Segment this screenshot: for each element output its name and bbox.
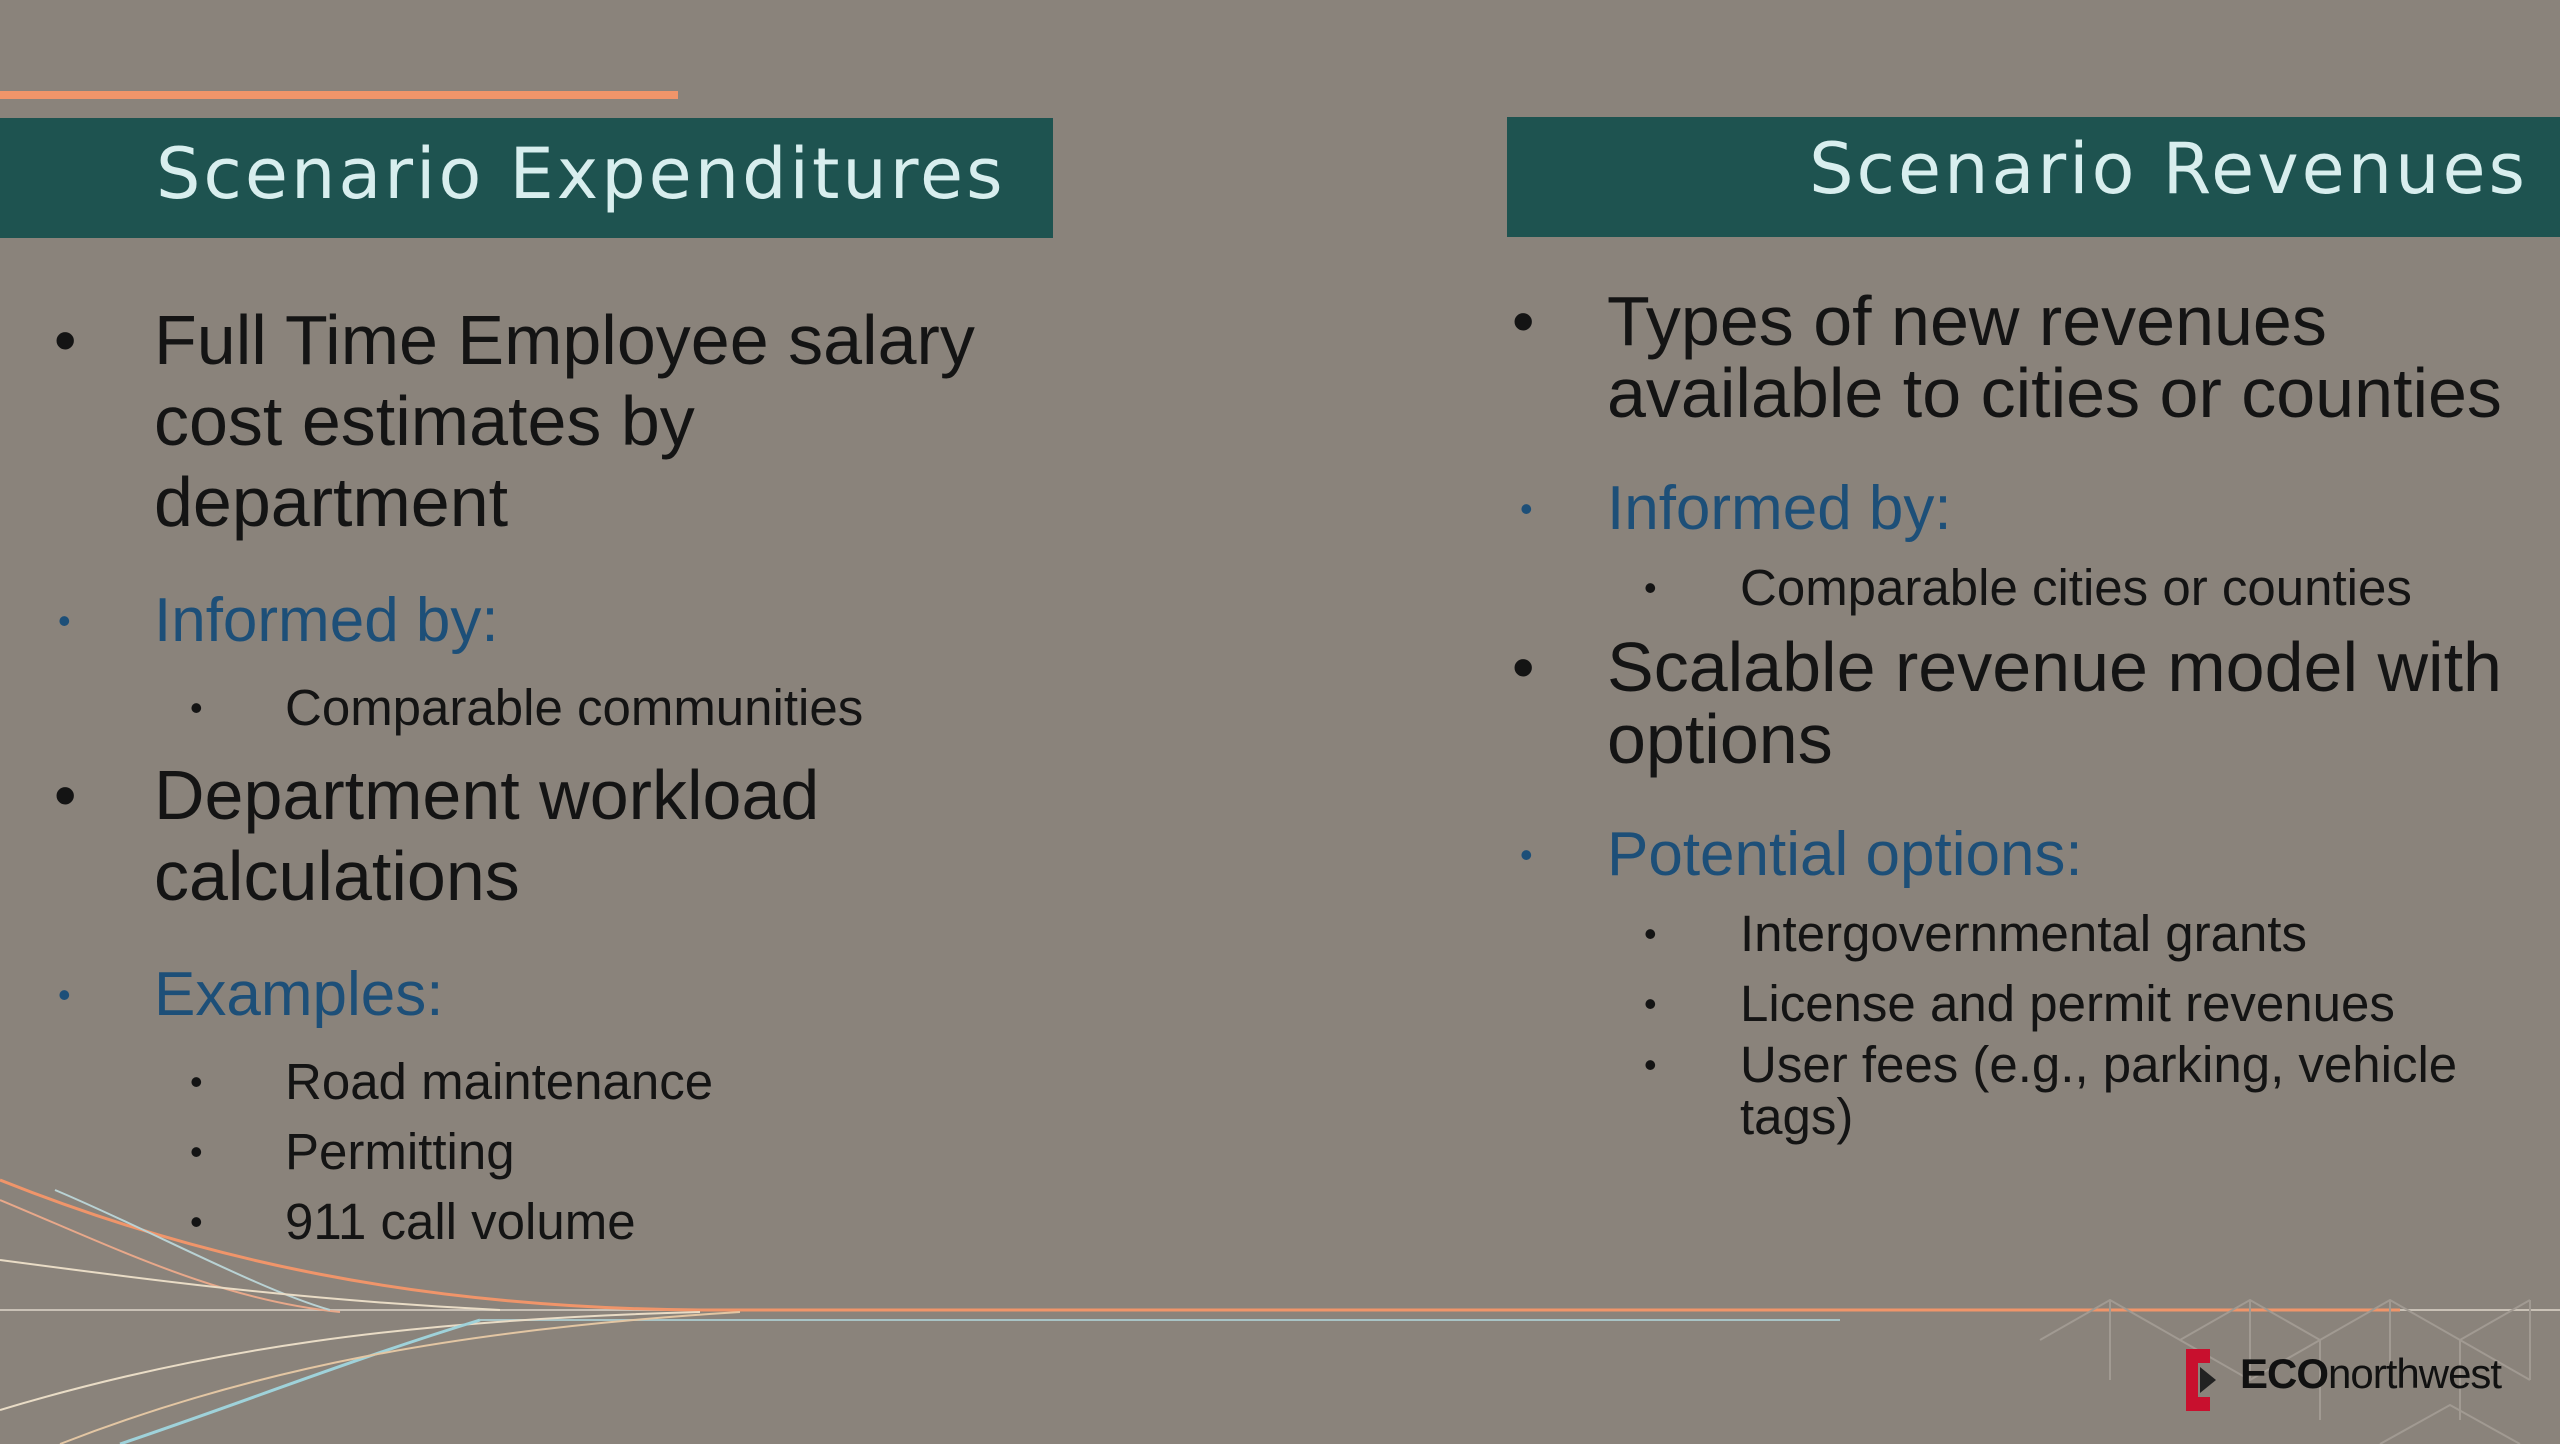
bullet-icon: • <box>58 600 71 641</box>
list-subheading: • Informed by: <box>0 581 1060 661</box>
bullet-icon: • <box>1520 834 1533 875</box>
bullet-icon: • <box>190 1131 203 1172</box>
list-subheading: • Potential options: <box>1507 815 2560 895</box>
bullet-icon: • <box>1644 1044 1657 1085</box>
bullet-icon: • <box>190 1061 203 1102</box>
list-subitem: • Comparable communities <box>0 673 1060 743</box>
bullet-icon: • <box>54 759 77 831</box>
bullet-icon: • <box>1512 285 1535 357</box>
list-subitem: • User fees (e.g., parking, vehicle tags) <box>1644 1036 2458 1145</box>
revenues-title: Scenario Revenues <box>1809 128 2528 210</box>
list-subheading: • Informed by: <box>1507 469 2560 549</box>
list-item: • Full Time Employee salary cost estimates by department <box>54 301 975 541</box>
list-subitem: • 911 call volume <box>0 1187 1060 1257</box>
expenditures-title: Scenario Expenditures <box>156 133 1006 215</box>
bullet-icon: • <box>1512 631 1535 703</box>
list-subitem: • Comparable cities or counties <box>1507 553 2560 623</box>
bullet-icon: • <box>190 1201 203 1242</box>
list-subitem: • Intergovernmental grants <box>1507 899 2560 969</box>
econorthwest-logo-icon <box>2180 1345 2240 1415</box>
bullet-icon: • <box>58 974 71 1015</box>
list-subitem: • Road maintenance <box>0 1047 1060 1117</box>
list-item: • Scalable revenue model with options <box>1512 628 2502 778</box>
list-subitem: • License and permit revenues <box>1507 969 2560 1039</box>
bullet-icon: • <box>1644 567 1657 608</box>
logo-wordmark: ECOnorthwest <box>2240 1350 2502 1397</box>
bullet-icon: • <box>54 304 77 376</box>
bullet-icon: • <box>1644 983 1657 1024</box>
list-subheading: • Examples: <box>0 955 1060 1035</box>
list-item: • Department workload calculations <box>54 756 820 915</box>
bullet-icon: • <box>1520 488 1533 529</box>
bullet-icon: • <box>190 687 203 728</box>
list-subitem: • Permitting <box>0 1117 1060 1187</box>
list-item: • Types of new revenues available to cities or counties <box>1512 282 2502 432</box>
bullet-icon: • <box>1644 913 1657 954</box>
